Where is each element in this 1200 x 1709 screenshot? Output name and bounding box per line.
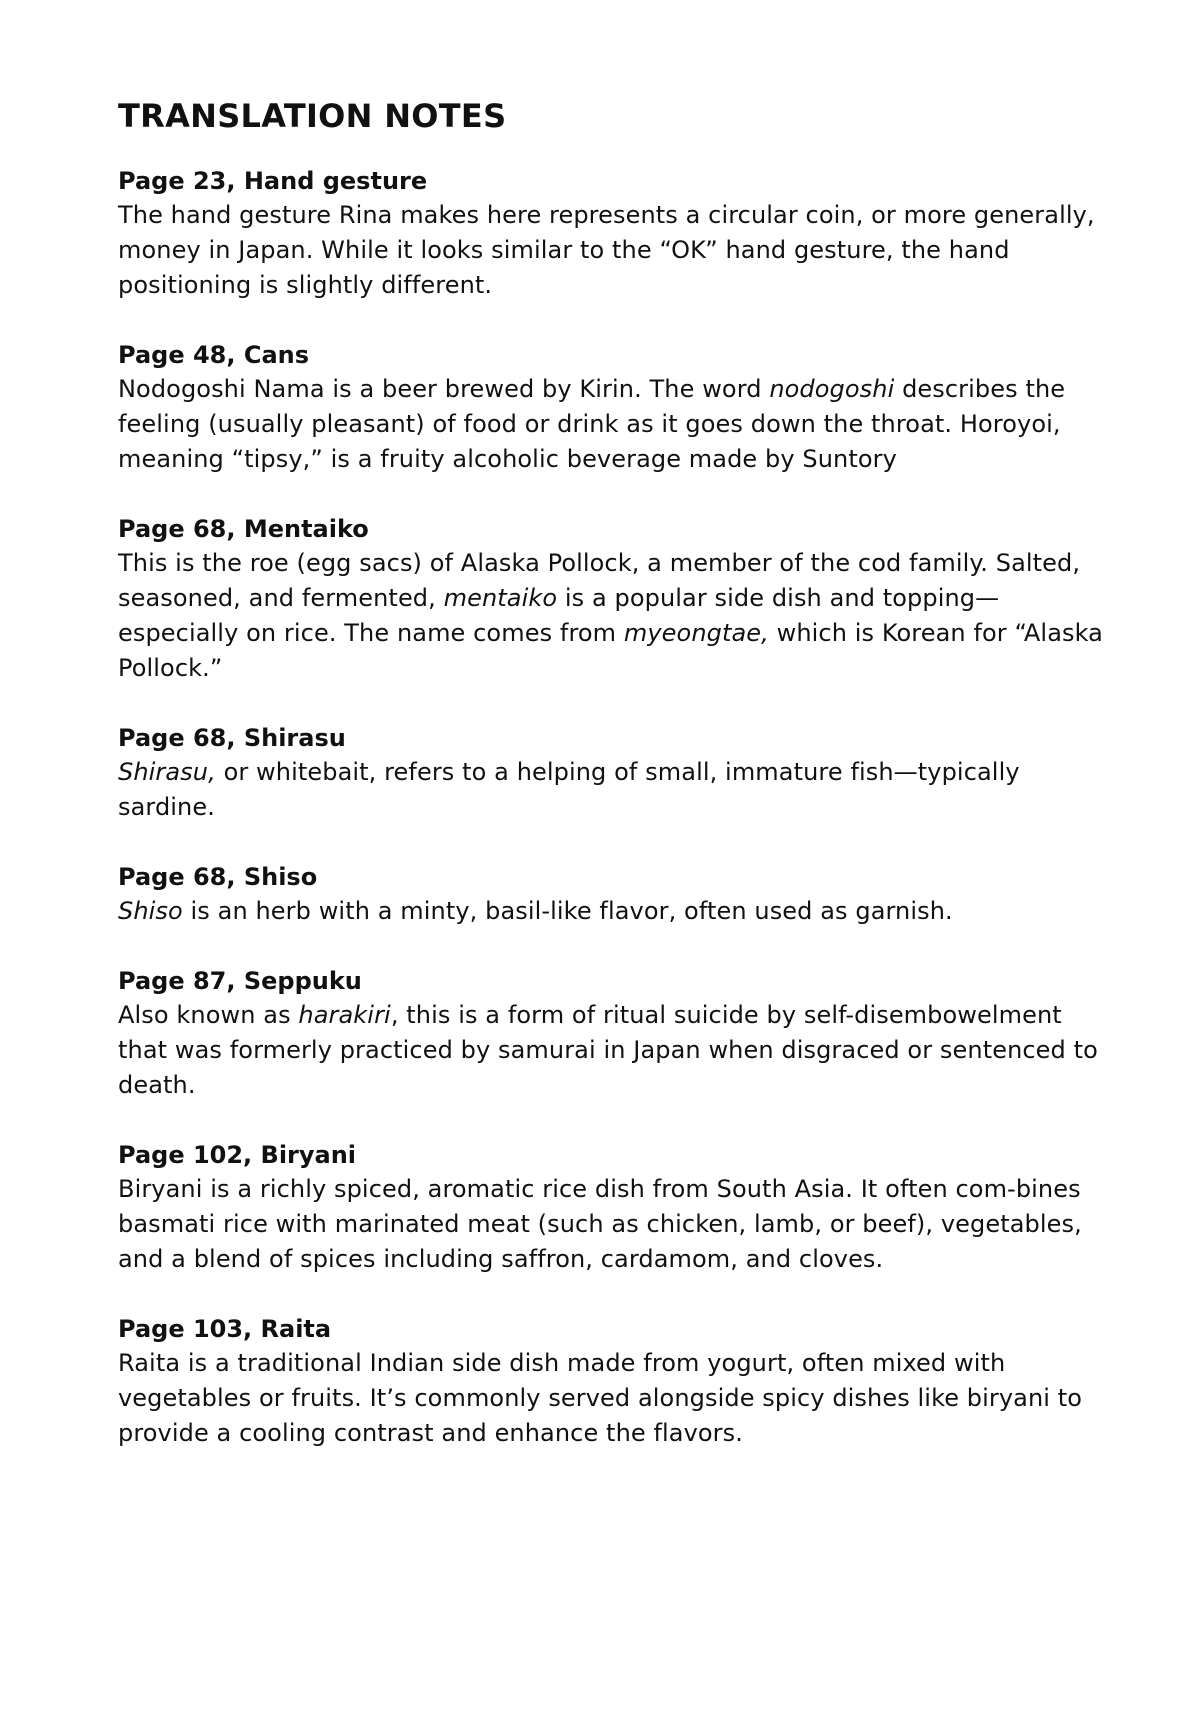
note-text: is an herb with a minty, basil-like flavor, often used as garnish. (182, 897, 953, 925)
note-term-italic: Shiso (118, 897, 183, 925)
note-text: Biryani is a richly spiced, aromatic rice dish from South Asia. It often com-bines basmati rice with marinated meat (such as chicken, lamb, or beef), vegetables, and a blend of spices including saffron, cardamom, and cloves. (118, 1175, 1082, 1273)
note-heading: Page 68, Mentaiko (118, 515, 369, 543)
note-text: which is Korean for “Alaska Pollock.” (118, 619, 1103, 682)
note-body (118, 1346, 1118, 1451)
note-body (118, 198, 1118, 303)
note-hand-gesture (118, 164, 1118, 303)
note-text: , this is a form of ritual suicide by self-disembowelment that was formerly practiced by samurai in Japan when disgraced or sentenced to death. (118, 1001, 1098, 1099)
note-text: is a popular side dish and topping—especially on rice. The name comes from (118, 584, 1000, 647)
note-text: This is the roe (egg sacs) of Alaska Pollock, a member of the cod family. Salted, seasoned, and fermented, (118, 549, 1081, 612)
note-heading: Page 48, Cans (118, 341, 310, 369)
note-shiso (118, 860, 1118, 929)
note-text: or whitebait, refers to a helping of small, immature fish—typically sardine. (118, 758, 1020, 821)
note-heading: Page 23, Hand gesture (118, 167, 428, 195)
note-heading: Page 68, Shirasu (118, 724, 346, 752)
note-cans (118, 338, 1118, 477)
note-term-italic: mentaiko (443, 584, 558, 612)
note-body (118, 372, 1118, 477)
note-mentaiko (118, 512, 1118, 686)
note-body (118, 1172, 1118, 1277)
note-body (118, 755, 1118, 825)
page-title: TRANSLATION NOTES (118, 97, 507, 135)
note-text: Also known as (118, 1001, 299, 1029)
note-text: describes the feeling (usually pleasant) of food or drink as it goes down the throat. Horoyoi, meaning “tipsy,” is a fruity alcoholic beverage made by Suntory (118, 375, 1066, 473)
note-term-italic: harakiri (298, 1001, 391, 1029)
note-biryani (118, 1138, 1118, 1277)
note-shirasu (118, 721, 1118, 825)
note-heading: Page 68, Shiso (118, 863, 318, 891)
note-term-italic: myeongtae, (623, 619, 769, 647)
note-text: Raita is a traditional Indian side dish made from yogurt, often mixed with vegetables or fruits. It’s commonly served alongside spicy dishes like biryani to provide a cooling contrast and enhance the flavors. (118, 1349, 1083, 1447)
translation-notes-page (118, 92, 1118, 1486)
note-text: The hand gesture Rina makes here represents a circular coin, or more generally, money in Japan. While it looks similar to the “OK” hand gesture, the hand positioning is slightly different. (118, 201, 1095, 299)
note-body (118, 998, 1118, 1103)
note-text: Nodogoshi Nama is a beer brewed by Kirin. The word (118, 375, 770, 403)
note-term-italic: Shirasu, (118, 758, 216, 786)
note-heading: Page 103, Raita (118, 1315, 332, 1343)
note-heading: Page 87, Seppuku (118, 967, 362, 995)
note-body (118, 894, 1118, 929)
note-raita (118, 1312, 1118, 1451)
note-seppuku (118, 964, 1118, 1103)
note-body (118, 546, 1118, 686)
note-term-italic: nodogoshi (769, 375, 895, 403)
note-heading: Page 102, Biryani (118, 1141, 357, 1169)
